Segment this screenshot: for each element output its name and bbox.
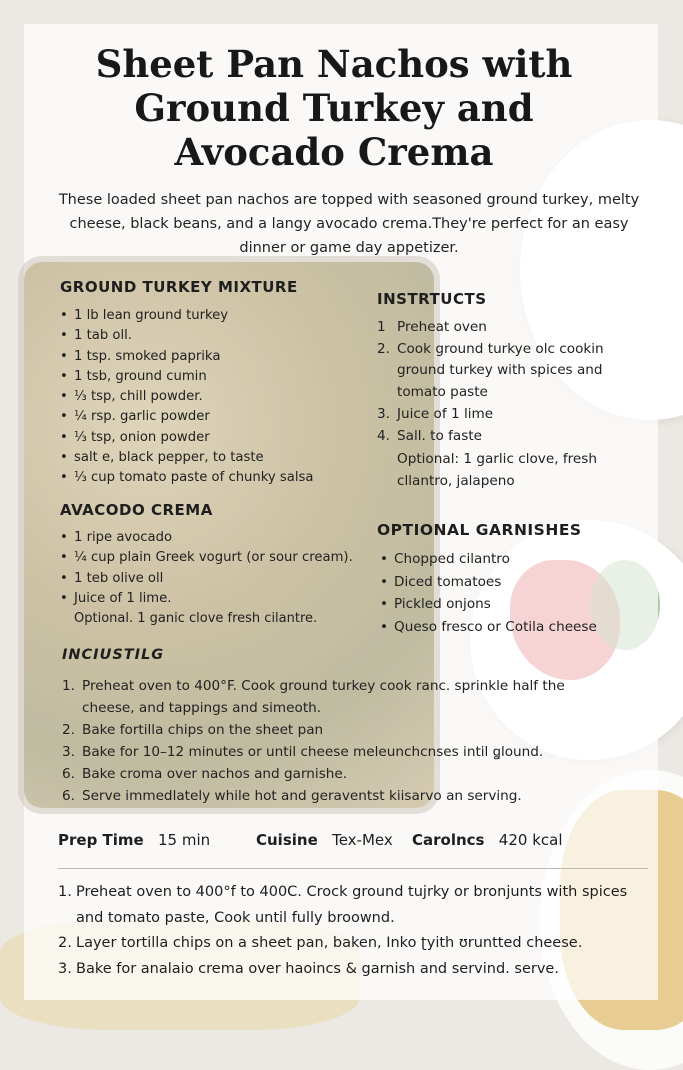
list-item: • Juice of 1 lime.	[60, 589, 353, 609]
list-item: 3. Bake for analaio crema over haoincs & garnish and servind. serve.	[58, 960, 559, 977]
list-item: 2. Cook ground turkye olc cookin ground turkey with spices and tomato paste	[377, 340, 604, 401]
list-item: 3. Juice of 1 lime	[377, 405, 494, 422]
list-item: 1 Preheat oven	[377, 319, 487, 335]
incustilg-heading: INCIUSTILG	[62, 647, 165, 663]
list-item: • ⅓ tsp, chill powder.	[60, 387, 314, 407]
list-item: • salt e, black pepper, to taste	[60, 448, 314, 468]
calories-label: Carolncs	[412, 831, 485, 849]
list-item: 4. Sall. to faste	[377, 427, 483, 444]
list-item: 6. Bake croma over nachos and garnishe.	[62, 766, 348, 782]
instructs-optional-note: Optional: 1 garlic clove, fresh cllantro, jalapeno	[397, 451, 597, 489]
list-item: 2. Layer tortilla chips on a sheet pan, baken, Inko ʈyith ʊruntted cheese.	[58, 935, 583, 951]
cuisine-value: Tex-Mex	[332, 831, 393, 849]
list-item: • Chopped cilantro	[380, 548, 597, 571]
calories-value: 420 kcal	[498, 831, 563, 849]
list-item: • 1 ripe avocado	[60, 528, 353, 548]
prep-time	[58, 826, 210, 854]
list-item: • 1 tsb, ground cumin	[60, 367, 314, 387]
list-item: • ¼ cup plain Greek vogurt (or sour cream).	[60, 548, 353, 568]
list-item: • Queso fresco or Cotila cheese	[380, 616, 597, 639]
prep-time-value: 15 min	[158, 831, 211, 849]
list-item: 1. Preheat oven to 400°f to 400C. Crock ground tujrky or bronjunts with spices and tomato paste, Cook until fully broownd.	[58, 884, 628, 926]
list-item: • ¼ rsp. garlic powder	[60, 407, 314, 427]
title-line: Sheet Pan Nachos with	[95, 42, 573, 86]
cuisine-label: Cuisine	[256, 831, 318, 849]
list-item: 1. Preheat oven to 400°F. Cook ground turkey cook ranc. sprinkle half the cheese, and tappings and simeoth.	[62, 678, 565, 716]
divider	[58, 868, 648, 869]
turkey-heading: GROUND TURKEY MIXTURE	[60, 278, 298, 296]
list-item: • Pickled onjons	[380, 593, 597, 616]
crema-heading: AVACODO CREMA	[60, 501, 213, 519]
instructs-list	[377, 317, 637, 447]
crema-optional-note: Optional. 1 ganic clove fresh cilantre.	[74, 611, 318, 626]
list-item: 3. Bake for 10–12 minutes or until cheese meleunchcnses intil ꬶlound.	[62, 744, 544, 760]
list-item: • Diced tomatoes	[380, 571, 597, 594]
list-item: • 1 tab oll.	[60, 326, 314, 346]
crema-ingredient-list	[60, 528, 353, 609]
prep-time-label: Prep Time	[58, 831, 144, 849]
list-item: • ⅓ cup tomato paste of chunky salsa	[60, 468, 314, 488]
list-item: • 1 teb olive oll	[60, 569, 353, 589]
garnishes-heading: OPTIONAL GARNISHES	[377, 521, 582, 539]
recipe-title	[24, 42, 644, 174]
list-item: • ⅓ tsp, onion powder	[60, 428, 314, 448]
title-line: Ground Turkey and	[134, 86, 534, 130]
list-item: • 1 tsp. smoked paprika	[60, 347, 314, 367]
recipe-intro: These loaded sheet pan nachos are topped with seasoned ground turkey, melty cheese, black beans, and a langy avocado crema.They're perfect for an easy dinner or game day appetizer.	[58, 192, 640, 256]
list-item: 2. Bake fortilla chips on the sheet pan	[62, 722, 324, 738]
recipe-meta-row	[58, 826, 638, 854]
cuisine	[256, 826, 393, 854]
garnish-list	[380, 548, 597, 638]
incustilg-steps	[62, 675, 602, 807]
method-steps	[58, 880, 648, 982]
calories	[412, 826, 563, 854]
list-item: 6. Serve immedlately while hot and geraventst kiisarvo an serving.	[62, 788, 522, 804]
list-item: • 1 lb lean ground turkey	[60, 306, 314, 326]
title-line: Avocado Crema	[174, 130, 494, 174]
instructs-heading: INSTRTUCTS	[377, 290, 487, 308]
turkey-ingredient-list	[60, 306, 314, 489]
